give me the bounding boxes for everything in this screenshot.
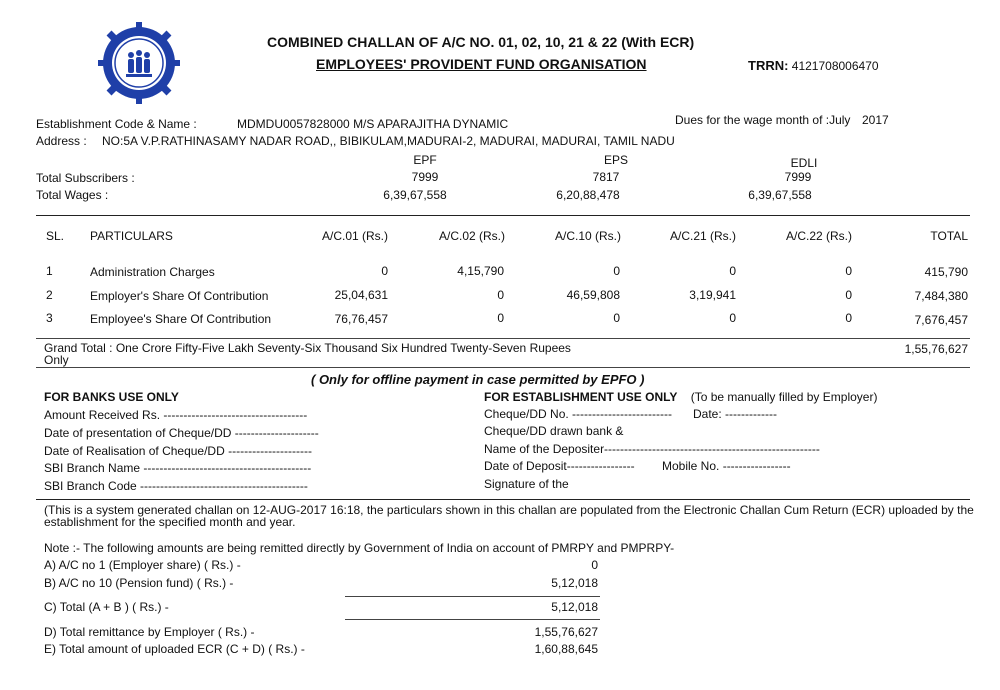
wages-eps: 6,20,88,478	[556, 188, 620, 202]
bank-amount-received: Amount Received Rs. ------------------------------------	[44, 408, 308, 422]
row-ac22: 0	[845, 264, 852, 278]
wages-epf: 6,39,67,558	[383, 188, 447, 202]
row-ac10: 46,59,808	[566, 288, 620, 302]
row-ac02: 0	[497, 311, 504, 325]
row-particulars: Employee's Share Of Contribution	[90, 312, 272, 326]
bank-date-presentation: Date of presentation of Cheque/DD ---------------------	[44, 426, 319, 440]
row-ac10: 0	[613, 311, 620, 325]
address-label: Address :	[36, 134, 87, 148]
wages-edli: 6,39,67,558	[748, 188, 812, 202]
establishment-use-title: FOR ESTABLISHMENT USE ONLY	[484, 390, 678, 404]
row-ac01: 0	[381, 264, 388, 278]
col-epf: EPF	[413, 153, 437, 167]
row-ac22: 0	[845, 288, 852, 302]
trrn-label: TRRN:	[748, 58, 789, 73]
date-field: Date: -------------	[693, 407, 777, 421]
epfo-logo	[98, 22, 180, 104]
pmrpy-item-e-label: E) Total amount of uploaded ECR (C + D) ( Rs.) -	[44, 642, 305, 656]
row-total: 7,484,380	[914, 289, 968, 303]
wages-label: Total Wages :	[36, 188, 109, 202]
subscribers-epf: 7999	[411, 170, 439, 184]
pmrpy-item-b-value: 5,12,018	[551, 576, 598, 590]
header-ac21: A/C.21 (Rs.)	[669, 229, 736, 243]
dues-label: Dues for the wage month of :July	[675, 113, 851, 127]
header-ac10: A/C.10 (Rs.)	[554, 229, 621, 243]
divider	[36, 499, 970, 500]
pmrpy-item-d-value: 1,55,76,627	[534, 625, 598, 639]
dues-year: 2017	[862, 113, 889, 127]
trrn-value: 4121708006470	[791, 59, 879, 73]
establishment-use-note: (To be manually filled by Employer)	[690, 390, 878, 404]
row-ac10: 0	[613, 264, 620, 278]
pmrpy-item-a-value: 0	[591, 558, 598, 572]
signature-field: Signature of the	[484, 477, 569, 491]
subscribers-label: Total Subscribers :	[36, 171, 135, 185]
row-ac01: 76,76,457	[334, 312, 388, 326]
header-ac22: A/C.22 (Rs.)	[785, 229, 852, 243]
header-sl: SL.	[46, 229, 65, 243]
bank-sbi-branch-name: SBI Branch Name ------------------------------------------	[44, 461, 312, 475]
row-ac21: 3,19,941	[689, 288, 736, 302]
row-ac01: 25,04,631	[334, 288, 388, 302]
cheque-no-field: Cheque/DD No. -------------------------	[484, 407, 672, 421]
row-total: 7,676,457	[914, 313, 968, 327]
divider	[36, 215, 970, 216]
bank-date-realisation: Date of Realisation of Cheque/DD ---------------------	[44, 444, 313, 458]
subscribers-eps: 7817	[592, 170, 620, 184]
row-ac21: 0	[729, 311, 736, 325]
grand-total-line2: Only	[44, 353, 69, 367]
depositer-name-field: Name of the Depositer------------------------------------------------------	[484, 442, 820, 456]
row-particulars: Administration Charges	[90, 265, 215, 279]
row-ac02: 4,15,790	[457, 264, 504, 278]
divider	[36, 338, 970, 339]
offline-payment-note: ( Only for offline payment in case permitted by EPFO )	[311, 372, 645, 387]
grand-total-value: 1,55,76,627	[904, 342, 968, 356]
row-sl: 3	[46, 311, 53, 325]
divider	[345, 596, 600, 597]
bank-sbi-branch-code: SBI Branch Code ------------------------------------------	[44, 479, 308, 493]
row-sl: 1	[46, 264, 53, 278]
col-eps: EPS	[603, 153, 628, 167]
pmrpy-item-b-label: B) A/C no 10 (Pension fund) ( Rs.) -	[44, 576, 234, 590]
establishment-use-heading	[484, 390, 877, 404]
subscribers-edli: 7999	[784, 170, 812, 184]
pmrpy-item-e-value: 1,60,88,645	[534, 642, 598, 656]
pmrpy-item-d-label: D) Total remittance by Employer ( Rs.) -	[44, 625, 255, 639]
grand-total-line1: Grand Total : One Crore Fifty-Five Lakh Seventy-Six Thousand Six Hundred Twenty-Seven Rupees	[44, 341, 571, 355]
bank-heading: FOR BANKS USE ONLY	[44, 390, 179, 404]
grand-total-words	[44, 342, 571, 366]
organisation-title: EMPLOYEES' PROVIDENT FUND ORGANISATION	[316, 56, 647, 72]
system-note-line1: (This is a system generated challan on 12-AUG-2017 16:18, the particulars shown in this challan are populated from the Electronic Challan Cum Return (ECR) uploaded by the	[44, 503, 974, 517]
row-ac02: 0	[497, 288, 504, 302]
pmrpy-item-c-label: C) Total (A + B ) ( Rs.) -	[44, 600, 169, 614]
system-generated-note	[44, 504, 974, 528]
mobile-no-field: Mobile No. -----------------	[662, 459, 791, 473]
pmrpy-note: Note :- The following amounts are being remitted directly by Government of India on account of PMRPY and PMPRPY-	[44, 541, 675, 555]
row-ac21: 0	[729, 264, 736, 278]
row-ac22: 0	[845, 311, 852, 325]
pmrpy-item-a-label: A) A/C no 1 (Employer share) ( Rs.) -	[44, 558, 241, 572]
row-particulars: Employer's Share Of Contribution	[90, 289, 269, 303]
divider	[36, 367, 970, 368]
pmrpy-item-c-value: 5,12,018	[551, 600, 598, 614]
trrn	[748, 58, 879, 73]
establishment-code-label: Establishment Code & Name :	[36, 117, 197, 131]
system-note-line2: establishment for the specified month and year.	[44, 515, 296, 529]
row-total: 415,790	[924, 265, 968, 279]
address-value: NO:5A V.P.RATHINASAMY NADAR ROAD,, BIBIKULAM,MADURAI-2, MADURAI, MADURAI, TAMIL NADU	[102, 134, 675, 148]
header-particulars: PARTICULARS	[90, 229, 173, 243]
date-of-deposit-field: Date of Deposit-----------------	[484, 459, 635, 473]
establishment-code-value: MDMDU0057828000 M/S APARAJITHA DYNAMIC	[237, 117, 509, 131]
header-ac02: A/C.02 (Rs.)	[438, 229, 505, 243]
drawn-bank-field: Cheque/DD drawn bank &	[484, 424, 624, 438]
challan-title: COMBINED CHALLAN OF A/C NO. 01, 02, 10, 21 & 22 (With ECR)	[267, 34, 695, 50]
col-edli: EDLI	[790, 156, 818, 170]
row-sl: 2	[46, 288, 53, 302]
header-ac01: A/C.01 (Rs.)	[321, 229, 388, 243]
divider	[345, 619, 600, 620]
header-total: TOTAL	[930, 229, 968, 243]
